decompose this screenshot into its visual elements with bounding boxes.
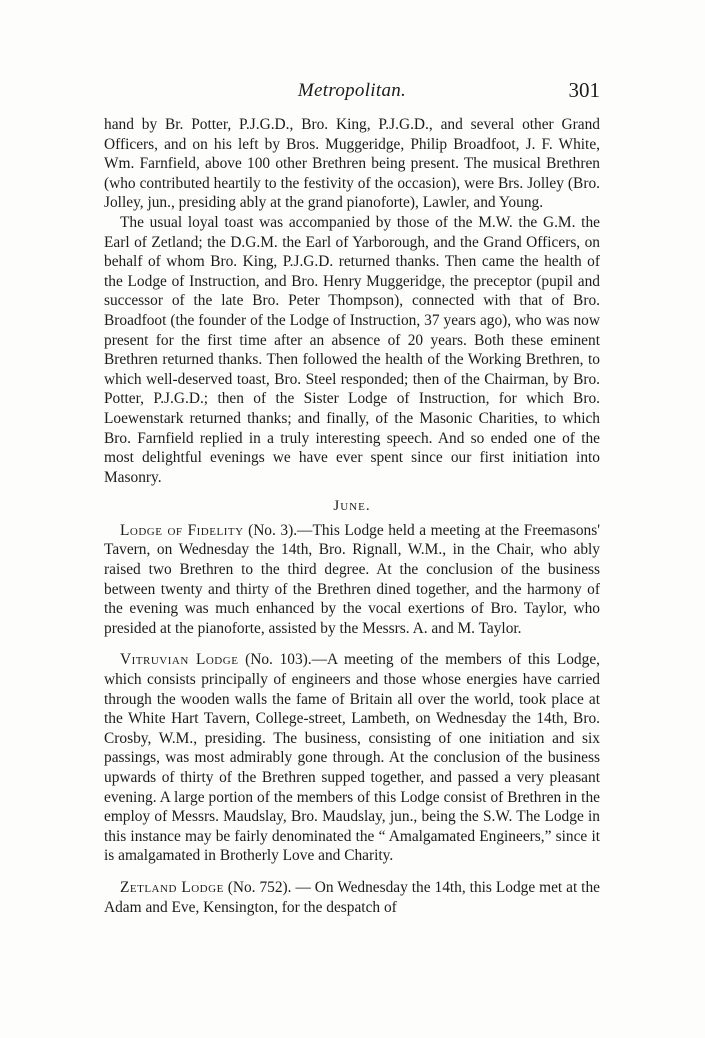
- article-body: [104, 115, 600, 917]
- section-text: (No. 3).—This Lodge held a meeting at the Freemasons' Tavern, on Wednesday the 14th, Bro. Rignall, W.M., in the Chair, who ably raised two Brethren to the third degree. At the conclusion of the business between twenty and thirty of the Brethren dined together, and the harmony of the evening was much enhanced by the vocal exertions of Bro. Taylor, who presided at the pianoforte, assisted by the Messrs. A. and M. Taylor.: [104, 521, 601, 637]
- section-zetland-lodge: [104, 878, 600, 917]
- page-title: Metropolitan.: [297, 80, 407, 101]
- lodge-name: Lodge of Fidelity: [120, 521, 244, 539]
- month-heading: June.: [333, 498, 371, 515]
- page-number: 301: [568, 78, 600, 102]
- section-text: (No. 103).—A meeting of the members of this Lodge, which consists principally of engineers and those whose energies have carried through the wooden walls the fame of Britain all over the world, took place at the White Hart Tavern, College-street, Lambeth, on Wednesday the 14th, Bro. Crosby, W.M., presiding. The business, consisting of one initiation and six passings, was most admirably gone through. At the conclusion of the business upwards of thirty of the Brethren supped together, and passed a very pleasant evening. A large portion of the members of this Lodge consist of Brethren in the employ of Messrs. Maudslay, Bro. Maudslay, jun., being the S.W. The Lodge in this instance may be fairly denominated the “ Amalgamated Engineers,” since it is amalgamated in Brotherly Love and Charity.: [104, 651, 600, 865]
- section-lodge-of-fidelity: [104, 521, 600, 639]
- toast-paragraph: The usual loyal toast was accompanied by those of the M.W. the G.M. the Earl of Zetland; the D.G.M. the Earl of Yarborough, and the Grand Officers, on behalf of whom Bro. King, P.J.G.D. returned thanks. Then came the health of the Lodge of Instruction, and Bro. Henry Muggeridge, the preceptor (pupil and successor of the late Bro. Peter Thompson), connected with that of Bro. Broadfoot (the founder of the Lodge of Instruction, 37 years ago), who was now present for the first time after an absence of 20 years. Both these eminent Brethren returned thanks. Then followed the health of the Working Brethren, to which well-deserved toast, Bro. Steel responded; then of the Chairman, by Bro. Potter, P.J.G.D.; then of the Sister Lodge of Instruction, for which Bro. Loewenstark returned thanks; and finally, of the Masonic Charities, to which Bro. Farnfield replied in a truly interesting speech. And so ended one of the most delightful evenings we have ever spent since our first initiation into Masonry.: [104, 213, 600, 486]
- section-vitruvian-lodge: [104, 650, 600, 866]
- lodge-name: Vitruvian Lodge: [120, 651, 239, 669]
- lodge-name: Zetland Lodge: [120, 878, 224, 896]
- section-text: (No. 752). — On Wednesday the 14th, this Lodge met at the Adam and Eve, Kensington, for the despatch of: [104, 878, 600, 916]
- running-head: [104, 80, 600, 108]
- continued-paragraph: hand by Br. Potter, P.J.G.D., Bro. King, P.J.G.D., and several other Grand Officers, and on his left by Bros. Muggeridge, Philip Broadfoot, J. F. White, Wm. Farnfield, above 100 other Brethren being present. The musical Brethren (who contributed heartily to the festivity of the occasion), were Brs. Jolley (Bro. Jolley, jun., presiding ably at the grand pianoforte), Lawler, and Young.: [104, 116, 600, 212]
